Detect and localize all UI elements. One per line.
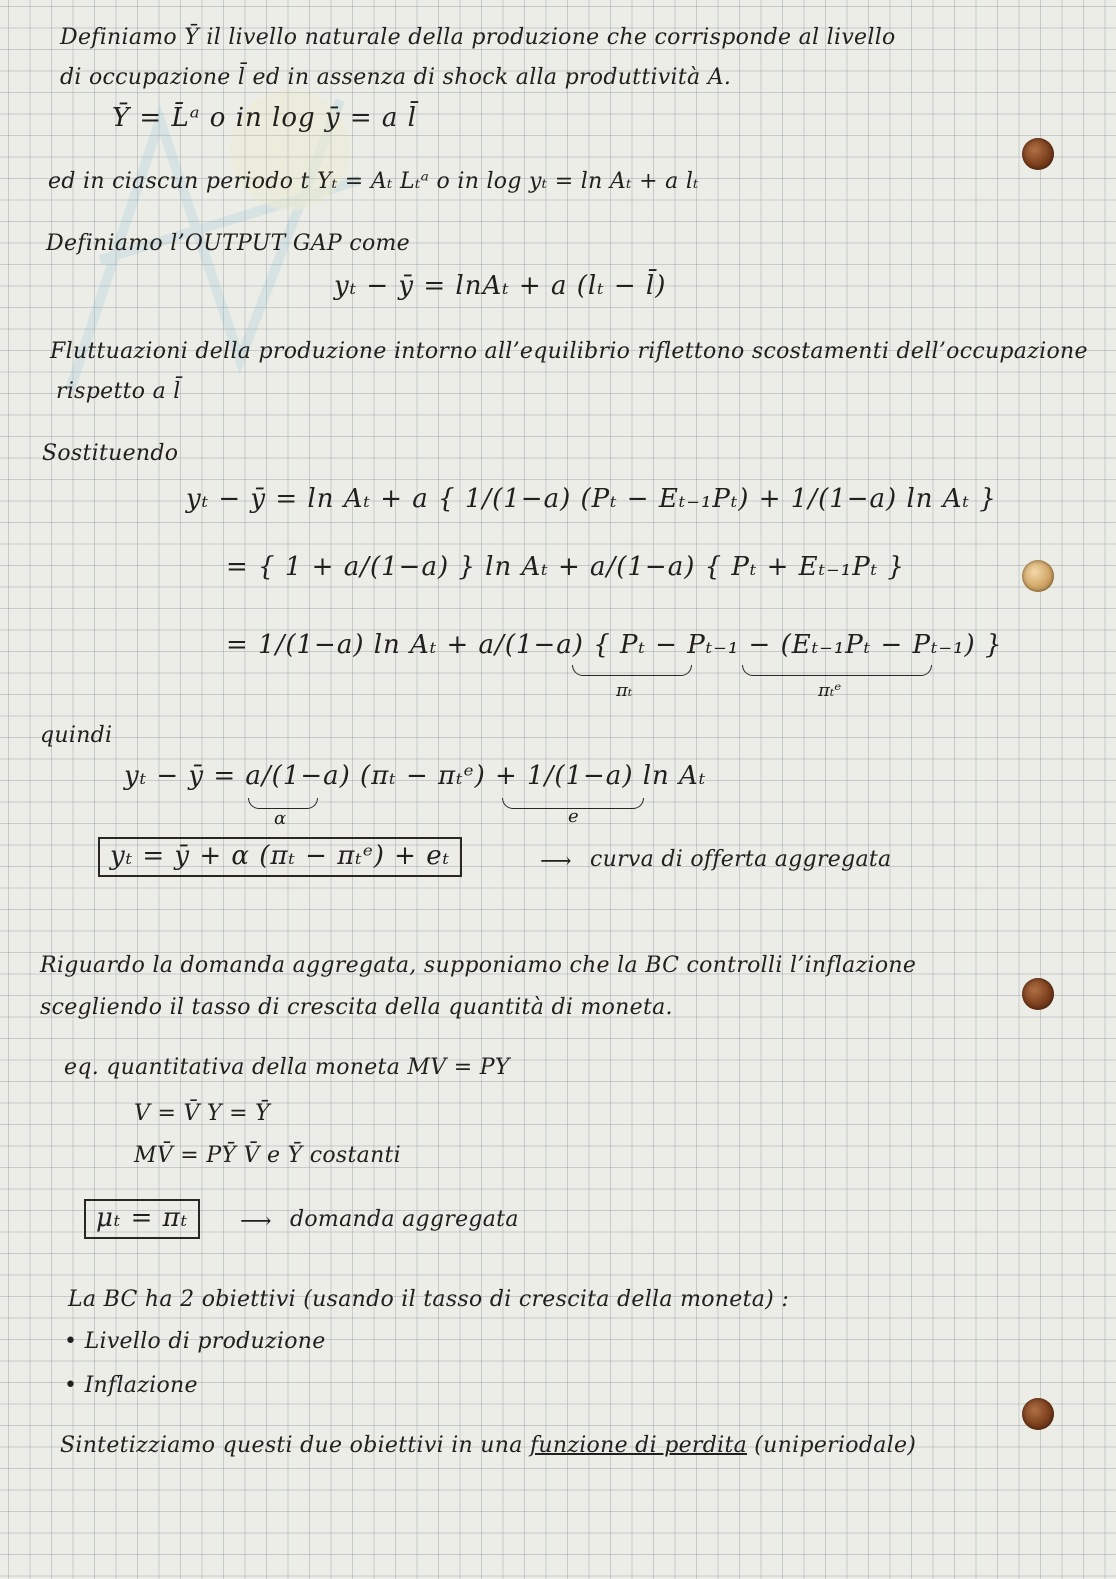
binder-hole-1 xyxy=(1022,138,1054,170)
heading-therefore: quindi xyxy=(40,723,113,748)
label-inflation: πₜ xyxy=(616,680,633,701)
label-aggregate-demand: domanda aggregata xyxy=(290,1207,519,1232)
eq-output-gap: yₜ − ȳ = lnAₜ + a (lₜ − l̄) xyxy=(334,271,667,301)
eq-quantity-theory: eq. quantitativa della moneta MV = PY xyxy=(64,1055,510,1080)
eq-demand-box xyxy=(84,1204,200,1232)
arrow-icon: ⟶ xyxy=(240,1209,272,1234)
label-e: e xyxy=(568,806,579,827)
eq-supply-curve-box xyxy=(98,842,462,870)
eq-velocity-output: V = V̄ Y = Ȳ xyxy=(134,1101,270,1126)
bullet-production-level: • Livello di produzione xyxy=(64,1329,326,1354)
underbrace-expected-inflation xyxy=(742,665,932,676)
line-aggregate-demand-cont: scegliendo il tasso di crescita della quantità di moneta. xyxy=(40,995,673,1020)
eq-substitution-1: yₜ − ȳ = ln Aₜ + a { 1/(1−a) (Pₜ − Eₜ₋₁Pₜ) + 1/(1−a) ln Aₜ } xyxy=(186,484,997,514)
label-supply-curve: curva di offerta aggregata xyxy=(590,847,892,872)
eq-constants: MV̄ = PȲ V̄ e Ȳ costanti xyxy=(134,1143,402,1168)
eq-natural-output: Ȳ = L̄ᵃ o in log ȳ = a l̄ xyxy=(112,103,417,133)
binder-hole-3 xyxy=(1022,978,1054,1010)
eq-substitution-3: = 1/(1−a) ln Aₜ + a/(1−a) { Pₜ − Pₜ₋₁ − (Eₜ₋₁Pₜ − Pₜ₋₁) } xyxy=(226,630,1003,660)
line-occupation-def: di occupazione l̄ ed in assenza di shock alla produttività A. xyxy=(60,65,732,90)
line-bc-objectives: La BC ha 2 obiettivi (usando il tasso di crescita della moneta) : xyxy=(68,1287,790,1312)
underbrace-inflation xyxy=(572,665,692,676)
line-fluctuations: Fluttuazioni della produzione intorno all’equilibrio riflettono scostamenti dell’occupazione xyxy=(50,339,1088,364)
heading-substituting: Sostituendo xyxy=(42,441,179,466)
line-loss-function xyxy=(60,1432,916,1460)
label-alpha: α xyxy=(274,808,287,829)
binder-hole-2 xyxy=(1022,560,1054,592)
line-aggregate-demand: Riguardo la domanda aggregata, supponiamo che la BC controlli l’inflazione xyxy=(40,953,917,978)
line-fluctuations-cont: rispetto a l̄ xyxy=(56,379,181,404)
label-expected-inflation: πₜᵉ xyxy=(818,680,842,701)
line-natural-output-def: Definiamo Ȳ il livello naturale della produzione che corrisponde al livello xyxy=(60,25,896,50)
line-output-gap-def: Definiamo l’OUTPUT GAP come xyxy=(46,231,410,256)
supply-curve-boxed-eq: yₜ = ȳ + α (πₜ − πₜᵉ) + eₜ xyxy=(98,837,462,877)
eq-substitution-2: = { 1 + a/(1−a) } ln Aₜ + a/(1−a) { Pₜ + Eₜ₋₁Pₜ } xyxy=(226,552,905,582)
bullet-inflation: • Inflazione xyxy=(64,1373,198,1398)
loss-function-suffix: (uniperiodale) xyxy=(754,1433,917,1458)
eq-period-output: ed in ciascun periodo t Yₜ = Aₜ Lₜᵃ o in log yₜ = ln Aₜ + a lₜ xyxy=(48,169,699,194)
loss-function-term: funzione di perdita xyxy=(529,1433,747,1458)
binder-hole-4 xyxy=(1022,1398,1054,1430)
arrow-icon: ⟶ xyxy=(540,849,572,874)
loss-function-intro: Sintetizziamo questi due obiettivi in una xyxy=(60,1433,523,1458)
demand-boxed-eq: μₜ = πₜ xyxy=(84,1199,200,1239)
eq-output-gap-result: yₜ − ȳ = a/(1−a) (πₜ − πₜᵉ) + 1/(1−a) ln Aₜ xyxy=(124,761,707,791)
